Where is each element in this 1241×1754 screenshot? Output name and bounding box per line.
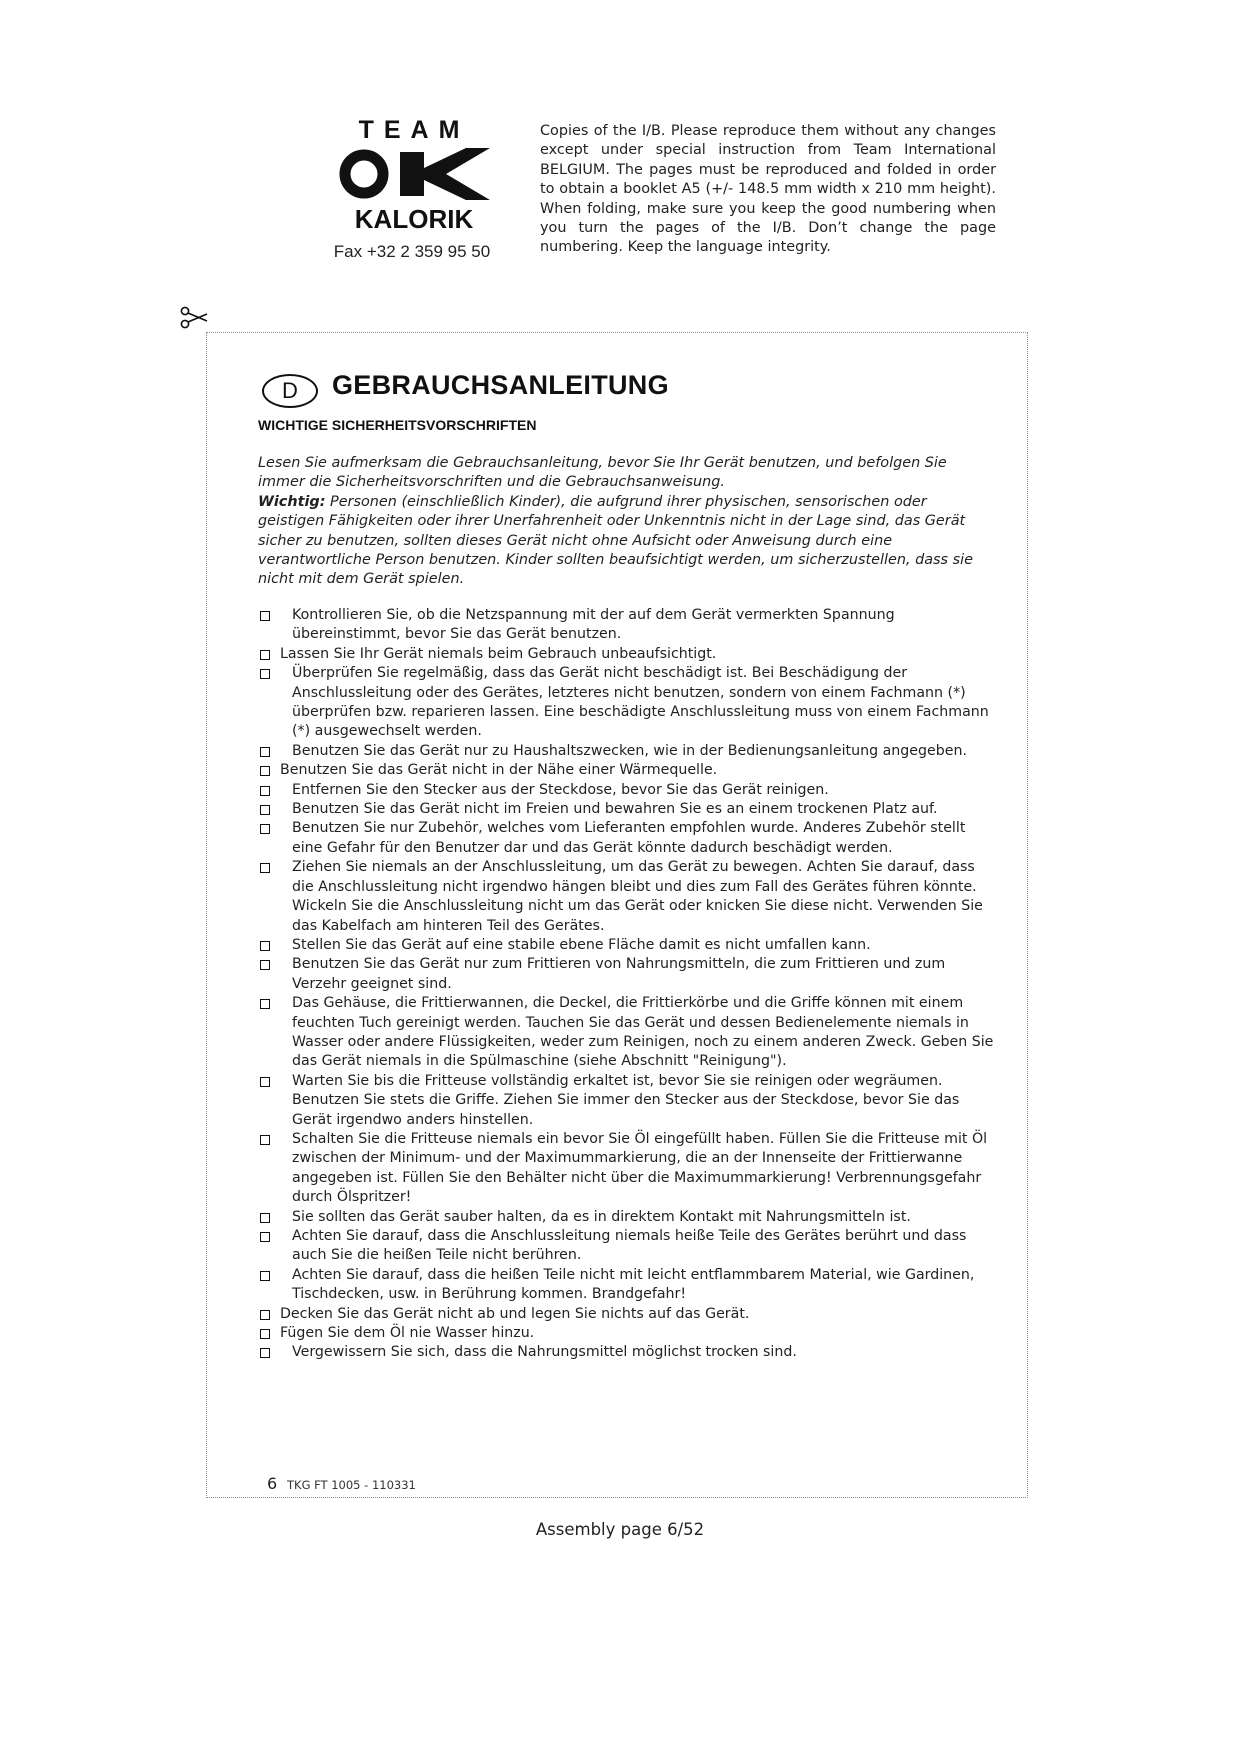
list-item: [258, 781, 994, 800]
important-text: Personen (einschließlich Kinder), die aufgrund ihrer physischen, sensorischen oder geistigen Fähigkeiten oder ihrer Unerfahrenheit oder Unkenntnis nicht in der Lage sind, das Gerät sicher zu benutzen, sollten dieses Gerät nicht ohne Aufsicht oder Anweisung durch eine verantwortliche Person benutzen. Kinder sollten beaufsichtigt werden, um sicherzustellen, dass sie nicht mit dem Gerät spielen.: [258, 493, 973, 588]
list-item: [258, 1266, 994, 1305]
checkbox-bullet-icon: [260, 1310, 270, 1320]
rule-text: Benutzen Sie das Gerät nur zu Haushaltszwecken, wie in der Bedienungsanleitung angegeben.: [292, 742, 967, 759]
checkbox-bullet-icon: [260, 1348, 270, 1358]
rule-text: Fügen Sie dem Öl nie Wasser hinzu.: [280, 1325, 535, 1342]
list-item: [258, 1227, 994, 1266]
rule-text: Benutzen Sie nur Zubehör, welches vom Lieferanten empfohlen wurde. Anderes Zubehör stellt eine Gefahr für den Benutzer dar und das Gerät könnte dadurch beschädigt werden.: [292, 820, 966, 856]
svg-text:KALORIK: KALORIK: [354, 204, 474, 234]
assembly-page-label: Assembly page 6/52: [535, 1520, 705, 1539]
checkbox-bullet-icon: [260, 863, 270, 873]
checkbox-bullet-icon: [260, 1329, 270, 1339]
list-item: [258, 1208, 994, 1227]
list-item: [258, 955, 994, 994]
rule-text: Schalten Sie die Fritteuse niemals ein bevor Sie Öl eingefüllt haben. Füllen Sie die Fritteuse mit Öl zwischen der Minimum- und der Maximummarkierung, die an der Innenseite der Frittierwanne angegeben ist. Füllen Sie den Behälter nicht über die Maximummarkierung! Verbrennungsgefahr durch Ölspritzer!: [292, 1130, 988, 1206]
checkbox-bullet-icon: [260, 824, 270, 834]
svg-text:TEAM: TEAM: [358, 116, 470, 144]
model-code: TKG FT 1005 - 110331: [287, 1478, 416, 1492]
checkbox-bullet-icon: [260, 669, 270, 679]
rule-text: Ziehen Sie niemals an der Anschlussleitung, um das Gerät zu bewegen. Achten Sie darauf, dass die Anschlussleitung nicht irgendwo hängen bleibt und dies zum Fall des Gerätes führen könnte. Wickeln Sie die Anschlussleitung nicht um das Gerät oder knicken Sie diese nicht. Verwenden Sie das Kabelfach am hinteren Teil des Gerätes.: [292, 859, 983, 934]
list-item: [258, 858, 994, 936]
scissors-icon: [180, 305, 210, 331]
list-item: [258, 1305, 994, 1324]
important-label: Wichtig:: [258, 493, 326, 510]
list-item: [258, 994, 994, 1072]
rule-text: Kontrollieren Sie, ob die Netzspannung mit der auf dem Gerät vermerkten Spannung übereinstimmt, bevor Sie das Gerät benutzen.: [292, 607, 895, 643]
list-item: [258, 1130, 994, 1208]
checkbox-bullet-icon: [260, 999, 270, 1009]
list-item: [258, 800, 994, 819]
rule-text: Benutzen Sie das Gerät nicht in der Nähe einer Wärmequelle.: [280, 762, 718, 779]
checkbox-bullet-icon: [260, 747, 270, 757]
important-paragraph: [258, 493, 988, 590]
checkbox-bullet-icon: [260, 805, 270, 815]
list-item: [258, 645, 994, 664]
rule-text: Benutzen Sie das Gerät nur zum Frittieren von Nahrungsmitteln, die zum Frittieren und zum Verzehr geeignet sind.: [292, 956, 946, 992]
rule-text: Benutzen Sie das Gerät nicht im Freien und bewahren Sie es an einem trockenen Platz auf.: [292, 801, 938, 818]
checkbox-bullet-icon: [260, 1213, 270, 1223]
list-item: [258, 819, 994, 858]
rule-text: Warten Sie bis die Fritteuse vollständig erkaltet ist, bevor Sie sie reinigen oder wegräumen. Benutzen Sie stets die Griffe. Ziehen Sie immer den Stecker aus der Steckdose, bevor Sie das Gerät irgendwo anders hinstellen.: [292, 1072, 960, 1128]
checkbox-bullet-icon: [260, 1271, 270, 1281]
checkbox-bullet-icon: [260, 960, 270, 970]
list-item: [258, 1072, 994, 1130]
rule-text: Das Gehäuse, die Frittierwannen, die Deckel, die Frittierkörbe und die Griffe können mit einem feuchten Tuch gereinigt werden. Tauchen Sie das Gerät und dessen Bedienelemente niemals in Wasser oder andere Flüssigkeiten, weder zum Reinigen, noch zu einem anderen Zweck. Geben Sie das Gerät niemals in die Spülmaschine (siehe Abschnitt "Reinigung").: [292, 995, 994, 1070]
document-title: GEBRAUCHSANLEITUNG: [332, 370, 669, 400]
section-heading: WICHTIGE SICHERHEITSVORSCHRIFTEN: [258, 417, 537, 433]
list-item: [258, 742, 994, 761]
list-item: [258, 936, 994, 955]
intro-text: [258, 454, 988, 590]
language-badge: D: [262, 374, 318, 408]
rule-text: Entfernen Sie den Stecker aus der Steckdose, bevor Sie das Gerät reinigen.: [292, 781, 829, 798]
list-item: [258, 606, 994, 645]
list-item: [258, 1324, 994, 1343]
checkbox-bullet-icon: [260, 766, 270, 776]
rule-text: Lassen Sie Ihr Gerät niemals beim Gebrauch unbeaufsichtigt.: [280, 645, 717, 662]
list-item: [258, 761, 994, 780]
team-kalorik-logo: [336, 116, 492, 236]
safety-rules-list: [258, 606, 994, 1363]
rule-text: Überprüfen Sie regelmäßig, dass das Gerät nicht beschädigt ist. Bei Beschädigung der Anschlussleitung oder des Gerätes, letzteres nicht benutzen, sondern von einem Fachmann (*) überprüfen bzw. reparieren lassen. Eine beschädigte Anschlussleitung muss von einem Fachmann (*) ausgewechselt werden.: [292, 665, 989, 740]
page-number: 6: [267, 1474, 278, 1493]
checkbox-bullet-icon: [260, 1077, 270, 1087]
intro-paragraph: Lesen Sie aufmerksam die Gebrauchsanleitung, bevor Sie Ihr Gerät benutzen, und befolgen Sie immer die Sicherheitsvorschriften und die Gebrauchsanweisung.: [258, 455, 947, 491]
rule-text: Sie sollten das Gerät sauber halten, da es in direktem Kontakt mit Nahrungsmitteln ist.: [292, 1208, 911, 1225]
reproduction-instructions: Copies of the I/B. Please reproduce them without any changes except under special instruction from Team International BELGIUM. The pages must be reproduced and folded in order to obtain a booklet A5 (+/- 148.5 mm width x 210 mm height). When folding, make sure you keep the good numbering when you turn the pages of the I/B. Don’t change the page numbering. Keep the language integrity.: [540, 123, 996, 256]
checkbox-bullet-icon: [260, 611, 270, 621]
checkbox-bullet-icon: [260, 1135, 270, 1145]
rule-text: Achten Sie darauf, dass die Anschlussleitung niemals heiße Teile des Gerätes berührt und dass auch Sie die heißen Teile nicht berühren.: [292, 1228, 967, 1264]
rule-text: Stellen Sie das Gerät auf eine stabile ebene Fläche damit es nicht umfallen kann.: [292, 936, 871, 953]
rule-text: Vergewissern Sie sich, dass die Nahrungsmittel möglichst trocken sind.: [292, 1344, 797, 1361]
rule-text: Achten Sie darauf, dass die heißen Teile nicht mit leicht entflammbarem Material, wie Gardinen, Tischdecken, usw. in Berührung kommen. Brandgefahr!: [292, 1266, 975, 1303]
checkbox-bullet-icon: [260, 786, 270, 796]
list-item: [258, 1343, 994, 1362]
checkbox-bullet-icon: [260, 941, 270, 951]
checkbox-bullet-icon: [260, 650, 270, 660]
fax-number: Fax +32 2 359 95 50: [333, 242, 491, 261]
checkbox-bullet-icon: [260, 1232, 270, 1242]
rule-text: Decken Sie das Gerät nicht ab und legen Sie nichts auf das Gerät.: [280, 1305, 750, 1322]
list-item: [258, 664, 994, 742]
